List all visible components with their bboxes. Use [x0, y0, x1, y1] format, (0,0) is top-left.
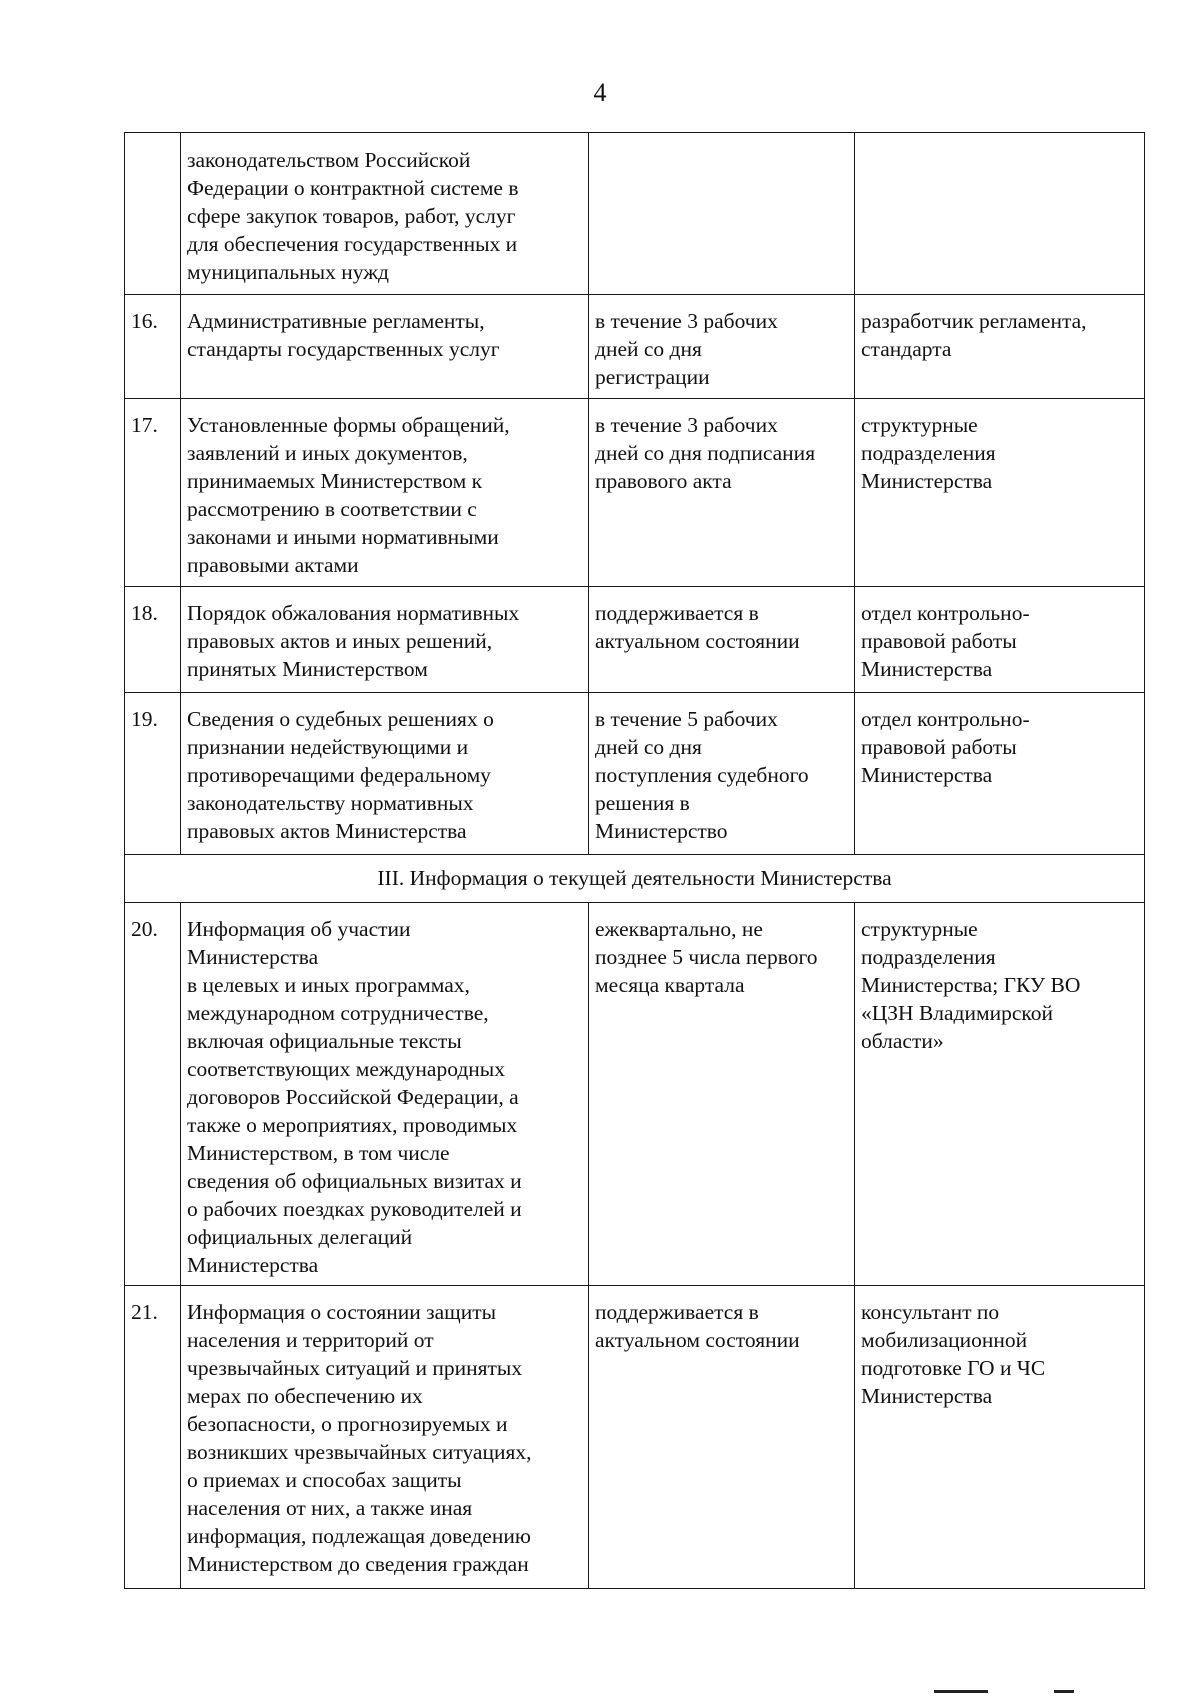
row-deadline: в течение 5 рабочих дней со дня поступления судебного решения в Министерство [589, 693, 855, 855]
row-description: Порядок обжалования нормативных правовых актов и иных решений, принятых Министерством [181, 587, 589, 693]
document-table [124, 132, 1145, 1589]
row-deadline: поддерживается в актуальном состоянии [589, 587, 855, 693]
row-deadline: в течение 3 рабочих дней со дня регистрации [589, 295, 855, 399]
row-deadline: в течение 3 рабочих дней со дня подписания правового акта [589, 399, 855, 587]
row-number: 17. [125, 399, 181, 587]
row-number: 20. [125, 903, 181, 1286]
table-row [125, 133, 1145, 295]
row-description: Установленные формы обращений, заявлений и иных документов, принимаемых Министерством к рассмотрению в соответствии с законами и иными нормативными правовыми актами [181, 399, 589, 587]
page-number: 4 [593, 78, 607, 107]
row-number: 18. [125, 587, 181, 693]
table-row [125, 399, 1145, 587]
section-row [125, 855, 1145, 903]
row-description: законодательством Российской Федерации о контрактной системе в сфере закупок товаров, работ, услуг для обеспечения государственных и муниципальных нужд [181, 133, 589, 295]
row-number: 21. [125, 1286, 181, 1589]
table-row [125, 587, 1145, 693]
table-row [125, 903, 1145, 1286]
section-title: III. Информация о текущей деятельности Министерства [125, 855, 1145, 903]
table-row [125, 693, 1145, 855]
row-number: 19. [125, 693, 181, 855]
row-description: Сведения о судебных решениях о признании недействующими и противоречащими федеральному законодательству нормативных правовых актов Министерства [181, 693, 589, 855]
row-responsible: разработчик регламента, стандарта [855, 295, 1145, 399]
row-deadline [589, 133, 855, 295]
table-row [125, 295, 1145, 399]
row-responsible [855, 133, 1145, 295]
scan-edge-mark [934, 1690, 988, 1693]
row-responsible: консультант по мобилизационной подготовке ГО и ЧС Министерства [855, 1286, 1145, 1589]
row-responsible: отдел контрольно- правовой работы Министерства [855, 693, 1145, 855]
row-number [125, 133, 181, 295]
row-description: Информация об участии Министерства в целевых и иных программах, международном сотрудничестве, включая официальные тексты соответствующих международных договоров Российской Федерации, а также о мероприятиях, проводимых Министерством, в том числе сведения об официальных визитах и о рабочих поездках руководителей и официальных делегаций Министерства [181, 903, 589, 1286]
scan-edge-mark [1054, 1690, 1074, 1693]
row-responsible: структурные подразделения Министерства [855, 399, 1145, 587]
row-description: Административные регламенты, стандарты государственных услуг [181, 295, 589, 399]
row-deadline: поддерживается в актуальном состоянии [589, 1286, 855, 1589]
table-row [125, 1286, 1145, 1589]
row-number: 16. [125, 295, 181, 399]
row-responsible: структурные подразделения Министерства; ГКУ ВО «ЦЗН Владимирской области» [855, 903, 1145, 1286]
row-description: Информация о состоянии защиты населения и территорий от чрезвычайных ситуаций и принятых мерах по обеспечению их безопасности, о прогнозируемых и возникших чрезвычайных ситуациях, о приемах и способах защиты населения от них, а также иная информация, подлежащая доведению Министерством до сведения граждан [181, 1286, 589, 1589]
row-responsible: отдел контрольно- правовой работы Министерства [855, 587, 1145, 693]
row-deadline: ежеквартально, не позднее 5 числа первого месяца квартала [589, 903, 855, 1286]
